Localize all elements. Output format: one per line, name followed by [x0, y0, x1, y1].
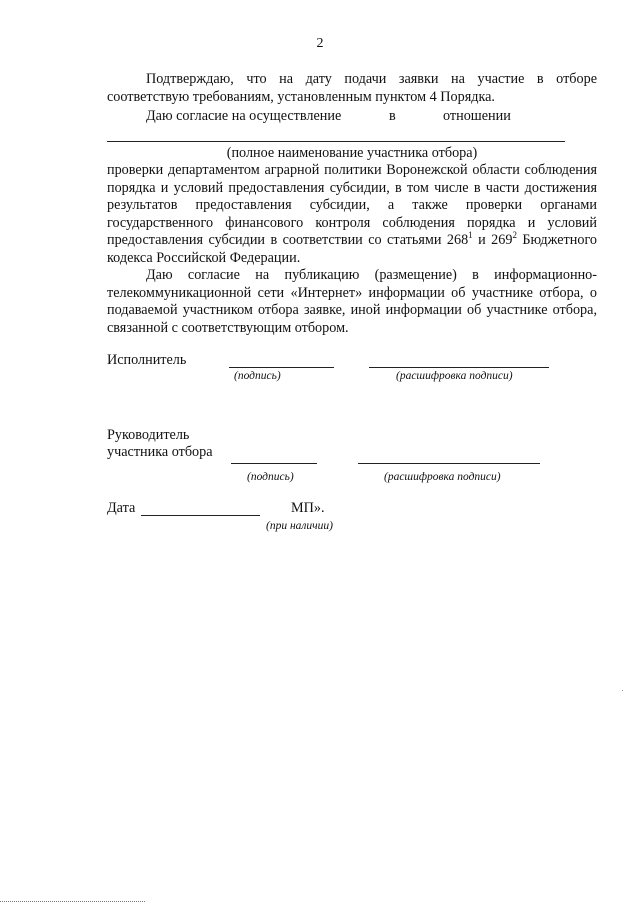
- consent-part1: Даю согласие на осуществление: [146, 108, 342, 124]
- consent-part2: в: [389, 108, 396, 124]
- inspection-paragraph: [107, 162, 597, 267]
- date-line: [141, 515, 260, 516]
- executor-signature-caption: (подпись): [234, 370, 281, 382]
- side-edge-mark: [622, 690, 623, 691]
- publication-paragraph: Даю согласие на публикацию (размещение) в информационно-телекоммуникационной сети «Интернет» информации об участнике отбора, о подаваемой участником отбора заявке, иной информации об участнике отбора, связанной с соответствующим отбором.: [107, 267, 597, 336]
- stamp-caption: (при наличии): [266, 520, 333, 532]
- head-decoding-caption: (расшифровка подписи): [384, 471, 501, 483]
- head-signature-caption: (подпись): [247, 471, 294, 483]
- article-269-superscript: 2: [512, 230, 517, 240]
- stamp-label: МП».: [291, 500, 325, 516]
- bottom-edge-mark: [0, 901, 145, 902]
- participant-name-line: [107, 141, 565, 142]
- head-label-line2: участника отбора: [107, 444, 213, 460]
- inspection-mid: и 269: [472, 232, 513, 248]
- executor-decoding-line: [369, 367, 549, 368]
- inspection-text: проверки департаментом аграрной политики Воронежской области соблюдения порядка и условий предоставления субсидии, в том числе в части достижения результатов предоставления субсидии, а также проверки органами государственного финансового контроля соблюдения порядка и условий предоставления субсидии в соответствии со статьями 268: [107, 162, 597, 248]
- consent-line: [107, 108, 597, 126]
- executor-signature-line: [229, 367, 334, 368]
- head-signature-line: [231, 463, 317, 464]
- date-label: Дата: [107, 500, 136, 516]
- consent-part3: отношении: [443, 108, 511, 124]
- head-decoding-line: [358, 463, 540, 464]
- page-number: 2: [316, 36, 324, 51]
- executor-decoding-caption: (расшифровка подписи): [396, 370, 513, 382]
- article-268-superscript: 1: [468, 230, 473, 240]
- inspection-end: Бюджетного кодекса Российской Федерации.: [107, 232, 598, 266]
- head-label-line1: Руководитель: [107, 427, 190, 443]
- executor-label: Исполнитель: [107, 352, 187, 368]
- confirm-paragraph: Подтверждаю, что на дату подачи заявки на участие в отборе соответствую требованиям, установленным пунктом 4 Порядка.: [107, 71, 597, 105]
- participant-caption: (полное наименование участника отбора): [226, 145, 478, 161]
